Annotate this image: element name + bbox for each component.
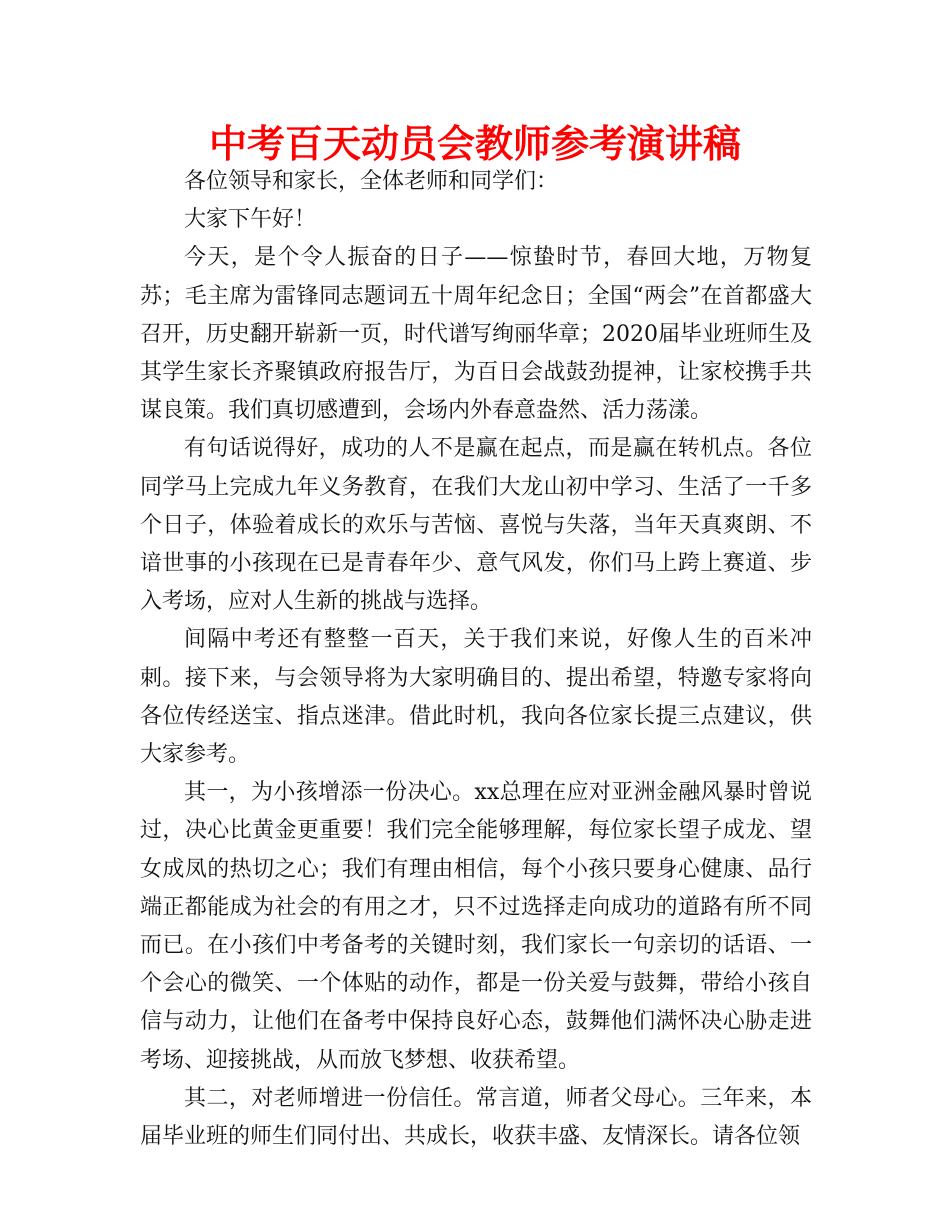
document-body: [140, 163, 812, 1156]
salutation-paragraph: 大家下午好！: [184, 207, 317, 233]
body-paragraph: 其二，对老师增进一份信任。常言道，师者父母心。三年来，本届毕业班的师生们同付出、共成长，收获丰盛、友情深长。请各位领: [140, 1085, 812, 1150]
document-title: 中考百天动员会教师参考演讲稿: [208, 122, 741, 166]
body-paragraph: 间隔中考还有整整一百天，关于我们来说，好像人生的百米冲刺。接下来，与会领导将为大家明确目的、提出希望，特邀专家将向各位传经送宝、指点迷津。借此时机，我向各位家长提三点建议，供大家参考。: [140, 627, 812, 768]
body-paragraph: 今天，是个令人振奋的日子——惊蛰时节，春回大地，万物复苏；毛主席为雷锋同志题词五十周年纪念日；全国“两会”在首都盛大召开，历史翻开崭新一页，时代谱写绚丽华章；2020届毕业班师生及其学生家长齐聚镇政府报告厅，为百日会战鼓劲提神，让家校携手共谋良策。我们真切感遭到，会场内外春意盎然、活力荡漾。: [140, 245, 812, 424]
greeting-paragraph: 各位领导和家长，全体老师和同学们：: [184, 169, 559, 194]
body-paragraph: 有句话说得好，成功的人不是赢在起点，而是赢在转机点。各位同学马上完成九年义务教育，在我们大龙山初中学习、生活了一千多个日子，体验着成长的欢乐与苦恼、喜悦与失落，当年天真爽朗、不谙世事的小孩现在已是青春年少、意气风发，你们马上跨上赛道、步入考场，应对人生新的挑战与选择。: [140, 436, 812, 615]
body-paragraph: 其一，为小孩增添一份决心。xx总理在应对亚洲金融风暴时曾说过，决心比黄金更重要！我们完全能够理解，每位家长望子成龙、望女成凤的热切之心；我们有理由相信，每个小孩只要身心健康、品行端正都能成为社会的有用之才，只不过选择走向成功的道路有所不同而已。在小孩们中考备考的关键时刻，我们家长一句亲切的话语、一个会心的微笑、一个体贴的动作，都是一份关爱与鼓舞，带给小孩自信与动力，让他们在备考中保持良好心态，鼓舞他们满怀决心胁走进考场、迎接挑战，从而放飞梦想、收获希望。: [140, 780, 812, 1073]
